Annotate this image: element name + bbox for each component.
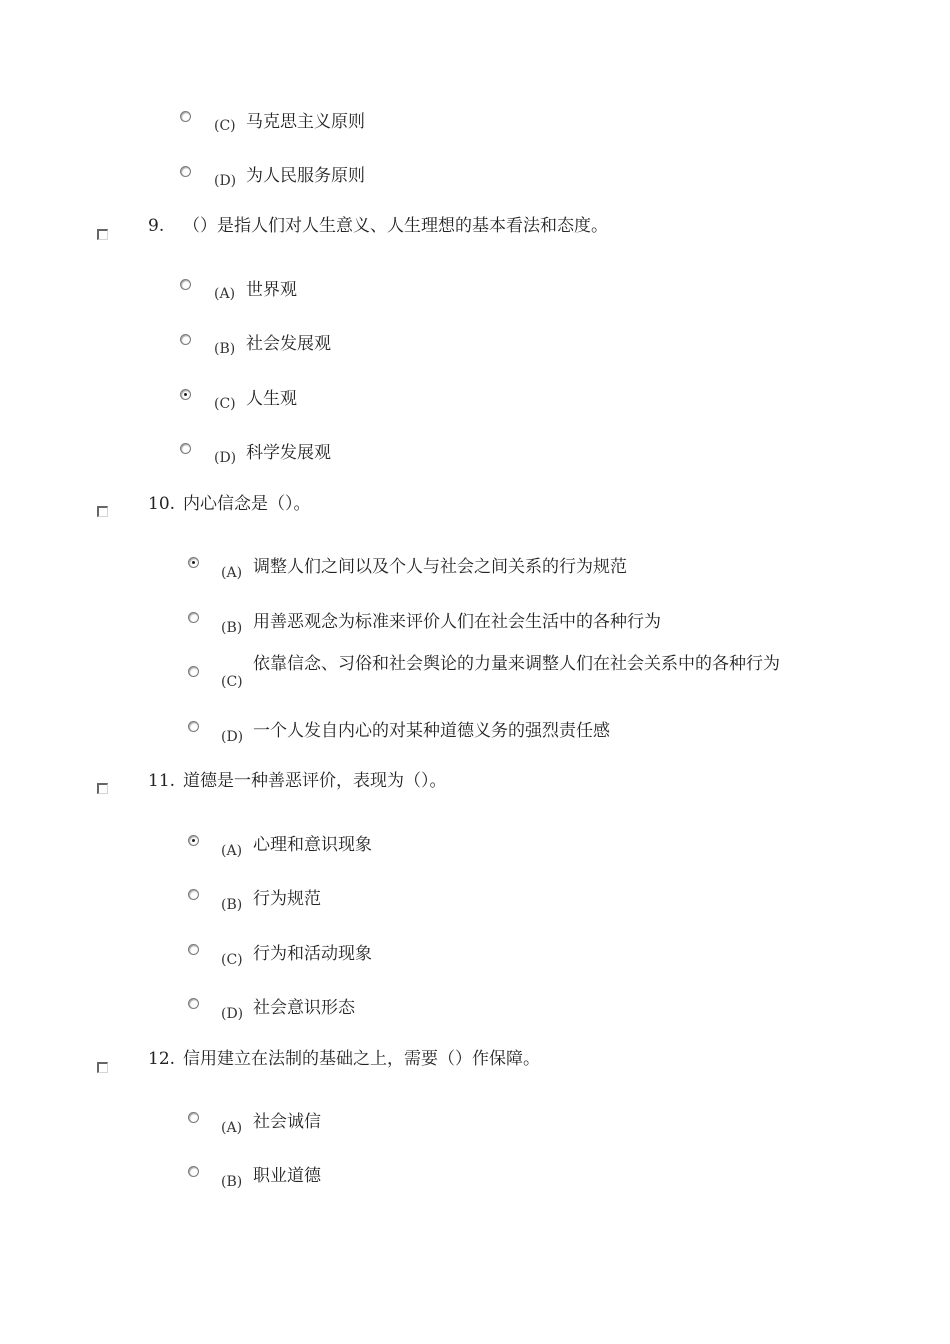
option-10b-text: 用善恶观念为标准来评价人们在社会生活中的各种行为: [253, 612, 661, 632]
option-11a-text: 心理和意识现象: [253, 835, 372, 855]
option-9d-letter: (D): [214, 450, 237, 466]
option-9c-radio[interactable]: [180, 389, 191, 400]
option-8d-letter: (D): [214, 173, 237, 189]
question-9-number: 9.: [148, 216, 165, 236]
option-8c-letter: (C): [214, 118, 236, 134]
option-10a-radio[interactable]: [188, 557, 199, 568]
option-11d-text: 社会意识形态: [253, 998, 355, 1018]
question-12-stem: 信用建立在法制的基础之上，需要（）作保障。: [183, 1049, 540, 1069]
option-9b-letter: (B): [214, 341, 236, 357]
option-10a-text: 调整人们之间以及个人与社会之间关系的行为规范: [253, 557, 627, 577]
option-9a-letter: (A): [214, 286, 236, 302]
option-11d-letter: (D): [221, 1006, 244, 1022]
option-10d-text: 一个人发自内心的对某种道德义务的强烈责任感: [253, 721, 610, 741]
option-9d-text: 科学发展观: [246, 443, 331, 463]
option-12a-letter: (A): [221, 1120, 243, 1136]
option-11b-letter: (B): [221, 897, 243, 913]
option-10b-letter: (B): [221, 620, 243, 636]
option-11c-letter: (C): [221, 952, 243, 968]
question-11-checkbox[interactable]: [97, 783, 108, 794]
option-8d-text: 为人民服务原则: [246, 166, 365, 186]
option-11c-text: 行为和活动现象: [253, 944, 372, 964]
option-8d-radio[interactable]: [180, 166, 191, 177]
question-10-number: 10.: [148, 494, 176, 514]
option-11d-radio[interactable]: [188, 998, 199, 1009]
option-9c-letter: (C): [214, 396, 236, 412]
option-9a-text: 世界观: [246, 280, 297, 300]
option-11a-letter: (A): [221, 843, 243, 859]
question-11-number: 11.: [148, 771, 176, 791]
question-12-number: 12.: [148, 1049, 176, 1069]
option-12b-letter: (B): [221, 1174, 243, 1190]
option-11b-radio[interactable]: [188, 889, 199, 900]
option-10c-letter: (C): [221, 674, 243, 690]
option-9b-radio[interactable]: [180, 334, 191, 345]
option-11c-radio[interactable]: [188, 944, 199, 955]
option-9d-radio[interactable]: [180, 443, 191, 454]
option-11b-text: 行为规范: [253, 889, 321, 909]
option-9a-radio[interactable]: [180, 279, 191, 290]
question-9-checkbox[interactable]: [97, 229, 108, 240]
option-12b-text: 职业道德: [253, 1166, 321, 1186]
option-12a-text: 社会诚信: [253, 1112, 321, 1132]
option-9b-text: 社会发展观: [246, 334, 331, 354]
option-10c-text: 依靠信念、习俗和社会舆论的力量来调整人们在社会关系中的各种行为: [253, 654, 780, 674]
option-10a-letter: (A): [221, 565, 243, 581]
option-10b-radio[interactable]: [188, 612, 199, 623]
option-12b-radio[interactable]: [188, 1166, 199, 1177]
question-10-stem: 内心信念是（）。: [183, 494, 311, 514]
question-10-checkbox[interactable]: [97, 506, 108, 517]
option-8c-text: 马克思主义原则: [246, 112, 365, 132]
option-12a-radio[interactable]: [188, 1112, 199, 1123]
option-10c-radio[interactable]: [188, 666, 199, 677]
question-11-stem: 道德是一种善恶评价，表现为（）。: [183, 771, 447, 791]
option-11a-radio[interactable]: [188, 835, 199, 846]
question-9-stem: （）是指人们对人生意义、人生理想的基本看法和态度。: [183, 216, 608, 236]
option-10d-radio[interactable]: [188, 721, 199, 732]
option-9c-text: 人生观: [246, 389, 297, 409]
option-8c-radio[interactable]: [180, 111, 191, 122]
question-12-checkbox[interactable]: [97, 1062, 108, 1073]
option-10d-letter: (D): [221, 729, 244, 745]
